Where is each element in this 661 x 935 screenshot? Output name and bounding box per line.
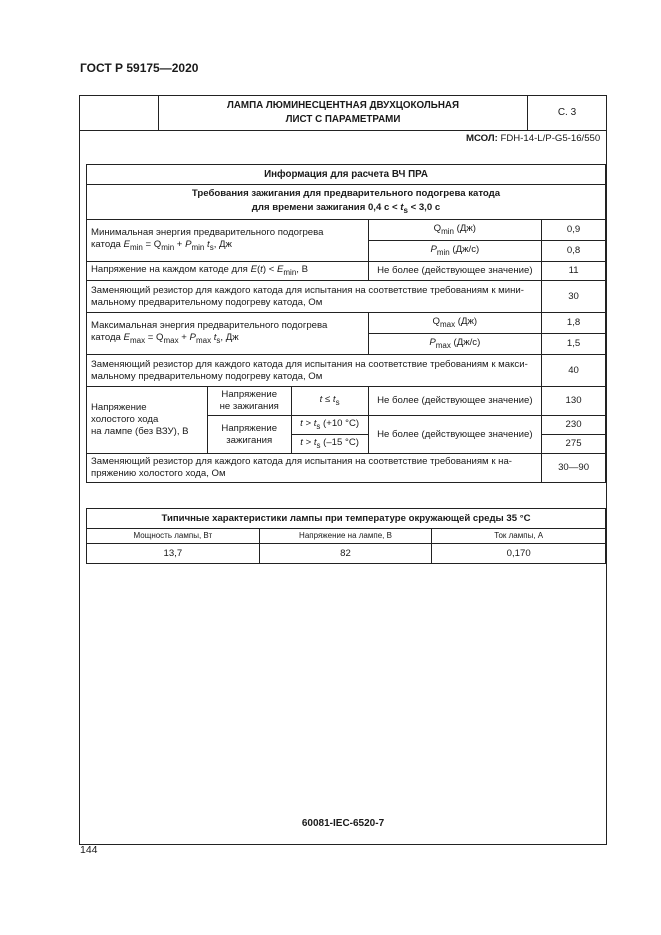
pmin-label: $P_{min}$ (Дж/с)	[368, 241, 542, 262]
mcol-value: FDH-14-L/P-G5-16/550	[500, 133, 601, 144]
ignition-value-plus10: 230	[542, 416, 606, 435]
cathode-voltage-value: 11	[542, 262, 606, 281]
typical-characteristics-table	[86, 508, 606, 564]
footer-code: 60081-IEC-6520-7	[301, 818, 385, 829]
no-ignition-limit: Не более (действующее значение)	[368, 387, 542, 416]
ignition-requirements-heading	[87, 185, 606, 220]
resistor-max-value: 40	[542, 355, 606, 387]
typical-title: Типичные характеристики лампы при температуре окружающей среды 35 °С	[87, 509, 606, 529]
title-cell	[159, 96, 528, 131]
emin-label: Минимальная энергия предварительного подогрева катода $E_{min} = Q_{min} + P_{min}$ $t_s$, Дж	[87, 220, 369, 262]
qmin-value: 0,9	[542, 220, 606, 241]
header-power: Мощность лампы, Вт	[87, 529, 260, 544]
ignition-condition-minus15: $t > t_s$ (–15 °С)	[291, 435, 368, 454]
no-ignition-voltage-label: Напряжение не зажигания	[207, 387, 291, 416]
no-ignition-condition: $t \le t_s$	[291, 387, 368, 416]
mcol-designation	[466, 133, 600, 144]
emax-label: Максимальная энергия предварительного подогрева катода $E_{max} = Q_{max} + P_{max}$ $t_s$, Дж	[87, 313, 369, 355]
ignition-limit: Не более (действующее значение)	[368, 416, 542, 454]
header-current: Ток лампы, А	[432, 529, 606, 544]
qmax-label: $Q_{max}$ (Дж)	[368, 313, 542, 334]
no-ignition-value: 130	[542, 387, 606, 416]
resistor-ocv-value: 30—90	[542, 454, 606, 483]
ignition-value-minus15: 275	[542, 435, 606, 454]
ignition-condition-plus10: $t > t_s$ (+10 °С)	[291, 416, 368, 435]
qmax-value: 1,8	[542, 313, 606, 334]
qmin-label: $Q_{min}$ (Дж)	[368, 220, 542, 241]
resistor-min-value: 30	[542, 281, 606, 313]
sheet-number: С. 3	[528, 96, 607, 131]
ignition-requirements-line2: для времени зажигания 0,4 $с < t_s < 3,0$ с	[251, 201, 441, 215]
pmin-value: 0,8	[542, 241, 606, 262]
standard-number: ГОСТ Р 59175—2020	[80, 61, 199, 75]
ignition-voltage-label: Напряжение зажигания	[207, 416, 291, 454]
ignition-requirements-line1: Требования зажигания для предварительного подогрева катода	[191, 187, 501, 199]
title-blank-cell	[80, 96, 159, 131]
resistor-max-label: Заменяющий резистор для каждого катода для испытания на соответствие требованиям к макси- мальному предварительному подогреву катода, Ом	[87, 355, 542, 387]
resistor-min-label: Заменяющий резистор для каждого катода для испытания на соответствие требованиям к мини- мальному предварительному подогреву катода, Ом	[87, 281, 542, 313]
cathode-voltage-condition: Не более (действующее значение)	[368, 262, 542, 281]
value-current: 0,170	[432, 544, 606, 564]
mcol-label: МСОЛ:	[466, 133, 498, 144]
value-power: 13,7	[87, 544, 260, 564]
title-line-2: ЛИСТ С ПАРАМЕТРАМИ	[285, 114, 401, 125]
hf-info-title: Информация для расчета ВЧ ПРА	[87, 165, 606, 185]
title-block	[79, 95, 607, 131]
hf-info-table	[86, 164, 606, 483]
header-voltage: Напряжение на лампе, В	[259, 529, 432, 544]
value-voltage: 82	[259, 544, 432, 564]
cathode-voltage-label: Напряжение на каждом катоде для $E(t) < E_{min}$, В	[87, 262, 369, 281]
resistor-ocv-label: Заменяющий резистор для каждого катода для испытания на соответствие требованиям к на- пряжению холостого хода, Ом	[87, 454, 542, 483]
title-line-1: ЛАМПА ЛЮМИНЕСЦЕНТНАЯ ДВУХЦОКОЛЬНАЯ	[226, 100, 460, 111]
ocv-label: Напряжение холостого хода на лампе (без ВЗУ), В	[87, 387, 208, 454]
pmax-value: 1,5	[542, 334, 606, 355]
pmax-label: $P_{max}$ (Дж/с)	[368, 334, 542, 355]
page-number: 144	[80, 844, 98, 856]
